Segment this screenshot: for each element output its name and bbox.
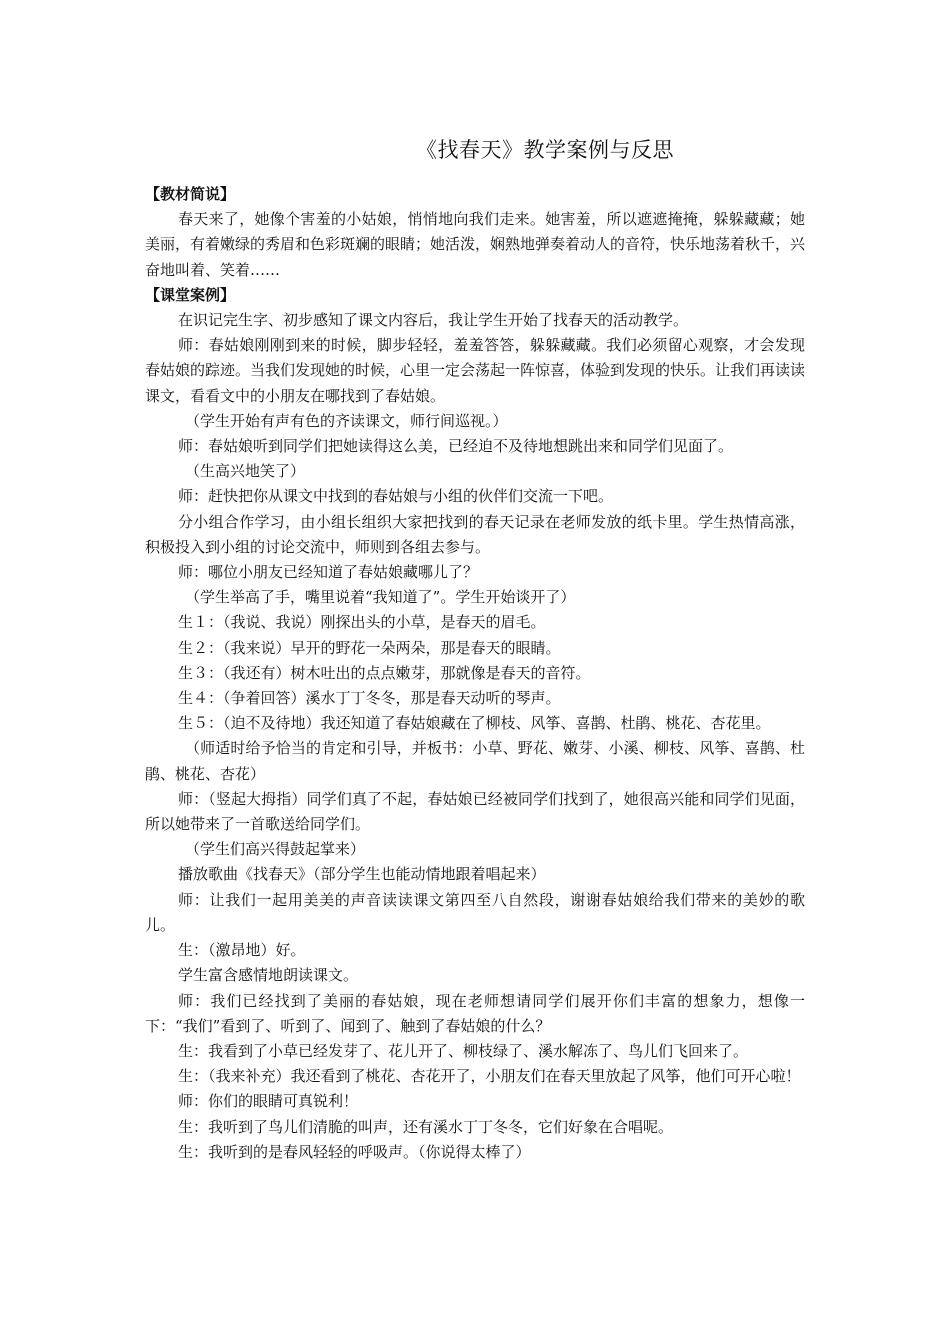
body-paragraph: 师：春姑娘刚刚到来的时候，脚步轻轻，羞羞答答，躲躲藏藏。我们必须留心观察，才会发现春姑娘的踪迹。当我们发现她的时候，心里一定会荡起一阵惊喜，体验到发现的快乐。让我们再读读课文，看看文中的小朋友在哪找到了春姑娘。: [145, 336, 806, 405]
body-paragraph: 生３：（我还有）树木吐出的点点嫩芽，那就像是春天的音符。: [178, 663, 591, 682]
body-paragraph: 生：（我来补充）我还看到了桃花、杏花开了，小朋友们在春天里放起了风筝，他们可开心啦！: [178, 1067, 801, 1086]
section-heading: 【教材简说】: [145, 185, 236, 203]
stage-direction-paragraph: （学生举高了手，嘴里说着“我知道了”。学生开始谈开了）: [185, 588, 576, 607]
body-paragraph: 生：（激昂地）好。: [178, 941, 306, 960]
body-paragraph: 生：我听到了鸟儿们清脆的叫声，还有溪水丁丁冬冬，它们好象在合唱呢。: [178, 1117, 674, 1136]
body-paragraph: 师：（竖起大拇指）同学们真了不起，春姑娘已经被同学们找到了，她很高兴能和同学们见面，所以她带来了一首歌送给同学们。: [145, 789, 805, 834]
stage-direction-paragraph: （师适时给予恰当的肯定和引导，并板书：小草、野花、嫩芽、小溪、柳枝、风筝、喜鹊、杜鹃、桃花、杏花）: [145, 739, 805, 783]
body-paragraph: 师：春姑娘听到同学们把她读得这么美，已经迫不及待地想跳出来和同学们见面了。: [178, 437, 734, 456]
body-paragraph: 生２：（我来说）早开的野花一朵两朵，那是春天的眼睛。: [178, 638, 561, 657]
body-paragraph: 生：我听到的是春风轻轻的呼吸声。（你说得太棒了）: [178, 1142, 531, 1161]
stage-direction-paragraph: （生高兴地笑了）: [185, 462, 306, 481]
document-body: [145, 182, 805, 1165]
body-paragraph: 分小组合作学习，由小组长组织大家把找到的春天记录在老师发放的纸卡里。学生热情高涨，积极投入到小组的讨论交流中，师则到各组去参与。: [145, 512, 805, 556]
section-heading: 【课堂案例】: [145, 285, 236, 304]
body-paragraph: 师：哪位小朋友已经知道了春姑娘藏哪儿了？: [178, 563, 479, 582]
body-paragraph: 学生富含感情地朗读课文。: [178, 966, 359, 985]
body-paragraph: 在识记完生字、初步感知了课文内容后，我让学生开始了找春天的活动教学。: [178, 311, 689, 330]
body-paragraph: 师：让我们一起用美美的声音读读课文第四至八自然段，谢谢春姑娘给我们带来的美妙的歌儿。: [145, 890, 805, 934]
body-paragraph: 播放歌曲《找春天》（部分学生也能动情地跟着唱起来）: [178, 865, 546, 884]
body-paragraph: 生１：（我说、我说）刚探出头的小草，是春天的眉毛。: [178, 613, 546, 632]
body-paragraph: 师：你们的眼睛可真锐利！: [178, 1092, 359, 1111]
body-paragraph: 春天来了，她像个害羞的小姑娘，悄悄地向我们走来。她害羞，所以遮遮掩掩，躲躲藏藏；她美丽，有着嫩绿的秀眉和色彩斑斓的眼睛；她活泼，娴熟地弹奏着动人的音符，快乐地荡着秋千，兴奋地叫着、笑着……: [145, 210, 806, 279]
body-paragraph: 生５：（迫不及待地）我还知道了春姑娘藏在了柳枝、风筝、喜鹊、杜鹃、桃花、杏花里。: [178, 714, 771, 733]
stage-direction-paragraph: （学生们高兴得鼓起掌来）: [185, 840, 366, 859]
stage-direction-paragraph: （学生开始有声有色的齐读课文，师行间巡视。）: [185, 411, 508, 430]
body-paragraph: 师：赶快把你从课文中找到的春姑娘与小组的伙伴们交流一下吧。: [178, 487, 614, 506]
body-paragraph: 生：我看到了小草已经发芽了、花儿开了、柳枝绿了、溪水解冻了、鸟儿们飞回来了。: [178, 1041, 749, 1060]
body-paragraph: 生４：（争着回答）溪水丁丁冬冬，那是春天动听的琴声。: [178, 689, 561, 708]
body-paragraph: 师：我们已经找到了美丽的春姑娘，现在老师想请同学们展开你们丰富的想象力，想像一下：“我们”看到了、听到了、闻到了、触到了春姑娘的什么？: [145, 991, 805, 1035]
document-title: 《找春天》教学案例与反思: [416, 138, 674, 162]
